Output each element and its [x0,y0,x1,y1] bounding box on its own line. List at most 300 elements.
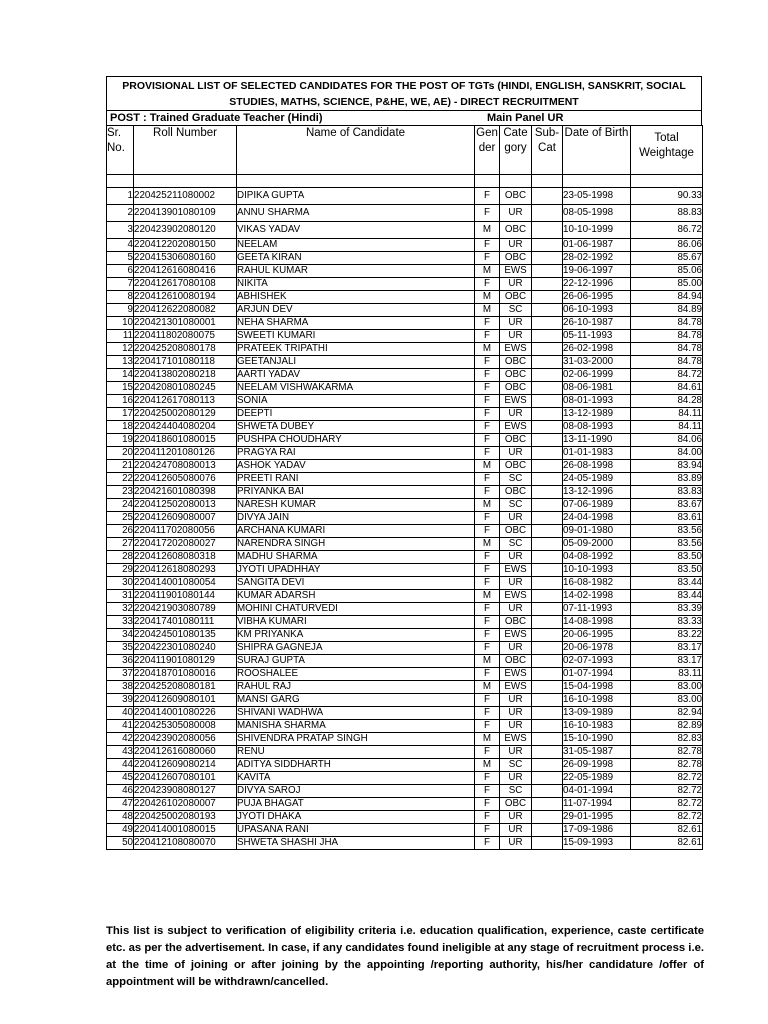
cell-sr: 1 [107,188,134,205]
cell-dob: 11-07-1994 [563,798,631,811]
cell-gender: F [475,785,500,798]
cell-category: EWS [500,421,532,434]
cell-category: OBC [500,460,532,473]
cell-candidate-name: AARTI YADAV [237,369,475,382]
cell-subcat [532,811,563,824]
cell-subcat [532,512,563,525]
cell-dob: 28-02-1992 [563,252,631,265]
cell-gender: F [475,720,500,733]
table-row [107,733,703,746]
table-row [107,239,703,252]
table-row [107,668,703,681]
cell-roll-number: 220423902080120 [134,222,237,239]
list-title: PROVISIONAL LIST OF SELECTED CANDIDATES FOR THE POST OF TGTs (HINDI, ENGLISH, SANSKRIT, SOCIAL STUDIES, MATHS, SCIENCE, P&HE, WE, AE) - DIRECT RECRUITMENT [106,76,702,110]
cell-roll-number: 220418701080016 [134,668,237,681]
table-row [107,222,703,239]
cell-weightage: 82.89 [631,720,703,733]
table-row [107,473,703,486]
cell-weightage: 83.44 [631,577,703,590]
cell-candidate-name: RAHUL KUMAR [237,265,475,278]
cell-category: UR [500,447,532,460]
cell-dob: 02-07-1993 [563,655,631,668]
cell-weightage: 90.33 [631,188,703,205]
table-row [107,369,703,382]
cell-sr: 29 [107,564,134,577]
cell-sr: 21 [107,460,134,473]
cell-candidate-name: NEELAM VISHWAKARMA [237,382,475,395]
cell-weightage: 83.50 [631,564,703,577]
cell-roll-number: 220412617080113 [134,395,237,408]
cell-roll-number: 220413802080218 [134,369,237,382]
cell-sr: 12 [107,343,134,356]
table-row [107,681,703,694]
cell-subcat [532,824,563,837]
cell-sr: 35 [107,642,134,655]
cell-roll-number: 220425208080181 [134,681,237,694]
cell-gender: F [475,616,500,629]
cell-candidate-name: ASHOK YADAV [237,460,475,473]
cell-subcat [532,564,563,577]
table-row [107,512,703,525]
cell-subcat [532,369,563,382]
cell-sr: 18 [107,421,134,434]
cell-sr: 9 [107,304,134,317]
cell-dob: 29-01-1995 [563,811,631,824]
cell-weightage: 83.11 [631,668,703,681]
cell-category: UR [500,551,532,564]
cell-roll-number: 220412617080108 [134,278,237,291]
cell-candidate-name: NARESH KUMAR [237,499,475,512]
cell-subcat [532,343,563,356]
cell-sr: 41 [107,720,134,733]
cell-sr: 15 [107,382,134,395]
cell-category: OBC [500,356,532,369]
cell-roll-number: 220411901080129 [134,655,237,668]
cell-weightage: 83.67 [631,499,703,512]
cell-category: EWS [500,668,532,681]
cell-roll-number: 220412608080318 [134,551,237,564]
cell-candidate-name: DIPIKA GUPTA [237,188,475,205]
cell-candidate-name: SHWETA SHASHI JHA [237,837,475,850]
table-row [107,538,703,551]
cell-category: UR [500,317,532,330]
cell-candidate-name: DEEPTI [237,408,475,421]
cell-dob: 13-12-1996 [563,486,631,499]
cell-subcat [532,278,563,291]
cell-roll-number: 220412202080150 [134,239,237,252]
cell-category: UR [500,694,532,707]
cell-weightage: 84.78 [631,356,703,369]
cell-dob: 01-07-1994 [563,668,631,681]
cell-dob: 26-09-1998 [563,759,631,772]
cell-subcat [532,265,563,278]
cell-candidate-name: SHIVENDRA PRATAP SINGH [237,733,475,746]
candidates-table [106,125,703,850]
cell-category: OBC [500,369,532,382]
cell-category: OBC [500,525,532,538]
cell-gender: M [475,291,500,304]
table-row [107,343,703,356]
cell-category: UR [500,278,532,291]
cell-candidate-name: NARENDRA SINGH [237,538,475,551]
cell-sr: 16 [107,395,134,408]
cell-sr: 32 [107,603,134,616]
header-name: Name of Candidate [237,126,475,175]
cell-subcat [532,486,563,499]
header-subcat: Sub- Cat [532,126,563,175]
table-row [107,460,703,473]
cell-weightage: 84.11 [631,421,703,434]
cell-weightage: 82.61 [631,837,703,850]
cell-category: OBC [500,434,532,447]
cell-subcat [532,205,563,222]
table-row [107,590,703,603]
cell-gender: F [475,525,500,538]
cell-roll-number: 220420801080245 [134,382,237,395]
cell-sr: 36 [107,655,134,668]
cell-roll-number: 220423908080127 [134,785,237,798]
cell-weightage: 88.83 [631,205,703,222]
cell-roll-number: 220412616080060 [134,746,237,759]
table-row [107,655,703,668]
cell-gender: F [475,772,500,785]
cell-gender: M [475,655,500,668]
cell-weightage: 84.72 [631,369,703,382]
cell-sr: 48 [107,811,134,824]
cell-category: UR [500,408,532,421]
cell-gender: F [475,188,500,205]
cell-weightage: 83.33 [631,616,703,629]
cell-category: OBC [500,616,532,629]
cell-candidate-name: ROOSHALEE [237,668,475,681]
cell-subcat [532,668,563,681]
cell-roll-number: 220411702080056 [134,525,237,538]
cell-category: UR [500,772,532,785]
cell-category: UR [500,811,532,824]
cell-roll-number: 220411901080144 [134,590,237,603]
table-row [107,447,703,460]
cell-dob: 10-10-1999 [563,222,631,239]
cell-category: SC [500,499,532,512]
cell-dob: 04-01-1994 [563,785,631,798]
cell-category: EWS [500,343,532,356]
cell-sr: 42 [107,733,134,746]
table-row [107,772,703,785]
cell-dob: 26-02-1998 [563,343,631,356]
cell-weightage: 82.72 [631,785,703,798]
cell-gender: M [475,343,500,356]
cell-roll-number: 220412108080070 [134,837,237,850]
cell-roll-number: 220421301080001 [134,317,237,330]
cell-gender: F [475,252,500,265]
cell-roll-number: 220411802080075 [134,330,237,343]
table-row [107,577,703,590]
cell-candidate-name: GEETANJALI [237,356,475,369]
cell-sr: 46 [107,785,134,798]
cell-gender: F [475,707,500,720]
cell-weightage: 83.83 [631,486,703,499]
cell-roll-number: 220412616080416 [134,265,237,278]
cell-dob: 26-08-1998 [563,460,631,473]
cell-roll-number: 220417202080027 [134,538,237,551]
cell-candidate-name: ABHISHEK [237,291,475,304]
cell-sr: 47 [107,798,134,811]
cell-weightage: 84.94 [631,291,703,304]
cell-gender: F [475,317,500,330]
cell-category: UR [500,707,532,720]
cell-subcat [532,330,563,343]
cell-weightage: 83.44 [631,590,703,603]
cell-dob: 16-08-1982 [563,577,631,590]
table-row [107,205,703,222]
cell-dob: 13-11-1990 [563,434,631,447]
cell-candidate-name: ARCHANA KUMARI [237,525,475,538]
cell-subcat [532,746,563,759]
cell-category: UR [500,720,532,733]
cell-roll-number: 220425002080193 [134,811,237,824]
cell-subcat [532,382,563,395]
cell-sr: 34 [107,629,134,642]
cell-subcat [532,460,563,473]
cell-sr: 7 [107,278,134,291]
cell-gender: F [475,811,500,824]
cell-weightage: 82.72 [631,798,703,811]
cell-subcat [532,655,563,668]
cell-roll-number: 220412609080101 [134,694,237,707]
table-row [107,785,703,798]
cell-subcat [532,188,563,205]
cell-subcat [532,395,563,408]
cell-candidate-name: SHIPRA GAGNEJA [237,642,475,655]
cell-weightage: 84.89 [631,304,703,317]
cell-category: EWS [500,395,532,408]
cell-roll-number: 220415306080160 [134,252,237,265]
cell-category: OBC [500,798,532,811]
cell-gender: F [475,603,500,616]
cell-sr: 6 [107,265,134,278]
cell-weightage: 83.89 [631,473,703,486]
cell-weightage: 84.06 [631,434,703,447]
cell-dob: 16-10-1998 [563,694,631,707]
table-row [107,707,703,720]
cell-sr: 20 [107,447,134,460]
cell-candidate-name: PREETI RANI [237,473,475,486]
cell-category: SC [500,785,532,798]
cell-subcat [532,291,563,304]
table-row [107,278,703,291]
cell-gender: F [475,512,500,525]
cell-roll-number: 220425208080178 [134,343,237,356]
table-row [107,499,703,512]
cell-gender: M [475,304,500,317]
cell-gender: F [475,824,500,837]
cell-gender: F [475,382,500,395]
cell-category: UR [500,642,532,655]
cell-candidate-name: NEHA SHARMA [237,317,475,330]
table-row [107,304,703,317]
cell-gender: M [475,499,500,512]
cell-roll-number: 220411201080126 [134,447,237,460]
table-row [107,356,703,369]
cell-category: OBC [500,252,532,265]
result-sheet [106,76,702,850]
cell-candidate-name: ADITYA SIDDHARTH [237,759,475,772]
cell-sr: 8 [107,291,134,304]
cell-category: UR [500,239,532,252]
cell-dob: 19-06-1997 [563,265,631,278]
table-row [107,616,703,629]
cell-dob: 24-04-1998 [563,512,631,525]
table-row [107,564,703,577]
cell-subcat [532,681,563,694]
cell-category: SC [500,473,532,486]
cell-category: SC [500,538,532,551]
cell-dob: 22-12-1996 [563,278,631,291]
cell-subcat [532,222,563,239]
cell-weightage: 86.06 [631,239,703,252]
cell-subcat [532,798,563,811]
cell-weightage: 82.78 [631,759,703,772]
table-row [107,798,703,811]
cell-subcat [532,421,563,434]
cell-weightage: 85.00 [631,278,703,291]
post-name: POST : Trained Graduate Teacher (Hindi) [110,112,323,124]
cell-gender: F [475,746,500,759]
cell-weightage: 85.06 [631,265,703,278]
cell-category: OBC [500,382,532,395]
cell-sr: 22 [107,473,134,486]
cell-candidate-name: KUMAR ADARSH [237,590,475,603]
cell-category: EWS [500,564,532,577]
cell-category: EWS [500,629,532,642]
cell-dob: 22-05-1989 [563,772,631,785]
cell-subcat [532,317,563,330]
cell-category: SC [500,304,532,317]
cell-gender: F [475,668,500,681]
cell-roll-number: 220421601080398 [134,486,237,499]
cell-dob: 08-06-1981 [563,382,631,395]
cell-dob: 05-09-2000 [563,538,631,551]
cell-sr: 37 [107,668,134,681]
cell-dob: 26-06-1995 [563,291,631,304]
cell-dob: 14-08-1998 [563,616,631,629]
cell-candidate-name: PUSHPA CHOUDHARY [237,434,475,447]
header-dob: Date of Birth [563,126,631,175]
table-row [107,421,703,434]
cell-roll-number: 220418601080015 [134,434,237,447]
cell-roll-number: 220413901080109 [134,205,237,222]
cell-roll-number: 220424404080204 [134,421,237,434]
cell-gender: M [475,222,500,239]
cell-candidate-name: JYOTI UPADHHAY [237,564,475,577]
cell-dob: 15-04-1998 [563,681,631,694]
cell-subcat [532,785,563,798]
cell-sr: 19 [107,434,134,447]
cell-sr: 17 [107,408,134,421]
cell-gender: F [475,330,500,343]
cell-roll-number: 220425002080129 [134,408,237,421]
cell-dob: 31-05-1987 [563,746,631,759]
cell-roll-number: 220412618080293 [134,564,237,577]
cell-candidate-name: SANGITA DEVI [237,577,475,590]
table-row [107,434,703,447]
cell-roll-number: 220424708080013 [134,460,237,473]
cell-sr: 26 [107,525,134,538]
cell-gender: F [475,395,500,408]
table-row [107,694,703,707]
cell-subcat [532,733,563,746]
cell-weightage: 84.78 [631,343,703,356]
cell-weightage: 83.61 [631,512,703,525]
table-row [107,252,703,265]
cell-sr: 14 [107,369,134,382]
cell-category: EWS [500,681,532,694]
cell-gender: F [475,473,500,486]
header-weightage: Total Weightage [631,126,703,175]
cell-sr: 3 [107,222,134,239]
cell-category: OBC [500,222,532,239]
cell-gender: F [475,447,500,460]
cell-gender: M [475,460,500,473]
table-header [107,126,703,175]
cell-subcat [532,707,563,720]
cell-dob: 15-10-1990 [563,733,631,746]
cell-weightage: 84.78 [631,317,703,330]
cell-sr: 27 [107,538,134,551]
cell-candidate-name: PRATEEK TRIPATHI [237,343,475,356]
cell-sr: 24 [107,499,134,512]
cell-gender: F [475,564,500,577]
cell-roll-number: 220417101080118 [134,356,237,369]
table-row [107,317,703,330]
cell-subcat [532,759,563,772]
cell-gender: F [475,629,500,642]
cell-candidate-name: RENU [237,746,475,759]
cell-gender: F [475,642,500,655]
cell-dob: 26-10-1987 [563,317,631,330]
cell-gender: M [475,733,500,746]
cell-subcat [532,694,563,707]
table-row [107,188,703,205]
cell-sr: 28 [107,551,134,564]
cell-weightage: 83.00 [631,681,703,694]
table-row [107,291,703,304]
cell-subcat [532,408,563,421]
cell-gender: F [475,694,500,707]
cell-candidate-name: ANNU SHARMA [237,205,475,222]
cell-weightage: 82.83 [631,733,703,746]
cell-dob: 13-09-1989 [563,707,631,720]
cell-gender: F [475,837,500,850]
cell-sr: 2 [107,205,134,222]
cell-candidate-name: PRAGYA RAI [237,447,475,460]
cell-subcat [532,447,563,460]
cell-dob: 08-01-1993 [563,395,631,408]
cell-roll-number: 220423902080056 [134,733,237,746]
header-spacer [107,175,703,188]
cell-roll-number: 220412609080214 [134,759,237,772]
cell-dob: 09-01-1980 [563,525,631,538]
cell-weightage: 83.00 [631,694,703,707]
table-row [107,603,703,616]
cell-candidate-name: VIKAS YADAV [237,222,475,239]
cell-sr: 49 [107,824,134,837]
cell-weightage: 83.17 [631,642,703,655]
cell-sr: 38 [107,681,134,694]
cell-weightage: 84.78 [631,330,703,343]
cell-dob: 24-05-1989 [563,473,631,486]
cell-dob: 16-10-1983 [563,720,631,733]
